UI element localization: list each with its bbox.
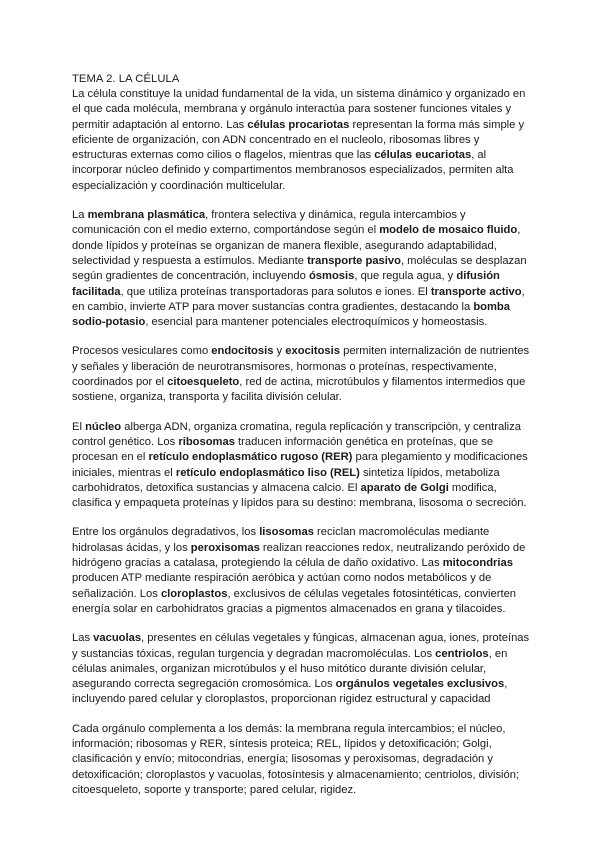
document-body	[72, 87, 530, 798]
bold-term: lisosomas	[259, 526, 314, 539]
text-run: La	[72, 209, 88, 222]
bold-term: difusión facilitada	[72, 270, 500, 298]
text-run: Cada orgánulo complementa a los demás: la membrana regula intercambios; el núcleo, información; ribosomas y RER, síntesis proteica; REL, lípidos y detoxificación; Golgi, clasificación y envío; mitocondrias, energía; lisosomas y peroxisomas, degradación y detoxificación; cloroplastos y vacuolas, fotosíntesis y almacenamiento; centriolos, división; citoesqueleto, soporte y transporte; pared celular, rigidez.	[72, 722, 520, 796]
text-run: traducen información genética en proteínas, que se procesan en el	[72, 435, 494, 464]
bold-term: citoesqueleto	[167, 376, 240, 389]
bold-term: retículo endoplasmático liso (REL)	[175, 466, 360, 479]
bold-term: endocitosis	[211, 345, 274, 358]
bold-term: células procariotas	[247, 118, 350, 131]
bold-term: aparato de Golgi	[360, 481, 449, 494]
bold-term: células eucariotas	[374, 149, 472, 162]
text-run: , en células animales, organizan microtúbulos y el huso mitótico durante división celular, asegurando correcta segregación cromosómica. Los	[72, 647, 508, 691]
text-run: El	[72, 420, 86, 433]
text-run: alberga ADN, organiza cromatina, regula replicación y transcripción, y centraliza control genético. Los	[72, 420, 521, 448]
text-run: , donde lípidos y proteínas se organizan de manera flexible, asegurando adaptabilidad, selectividad y respuesta a estímulos. Mediante	[72, 224, 521, 267]
bold-term: orgánulos vegetales exclusivos	[335, 678, 505, 691]
text-run: , frontera selectiva y dinámica, regula intercambios y comunicación con el medio externo, comportándose según el	[72, 209, 466, 237]
text-run: , red de actina, microtúbulos y filamentos intermedios que sostiene, organiza, transporta y facilita división celular.	[72, 376, 526, 404]
text-run: y	[273, 345, 286, 358]
bold-term: cloroplastos	[160, 587, 228, 600]
bold-term: retículo endoplasmático rugoso (RER)	[148, 451, 353, 464]
text-run: para plegamiento y modificaciones iniciales, mientras el	[72, 451, 528, 479]
text-run: representan la forma más simple y eficiente de organización, con ADN concentrado en el nucleolo, ribosomas libres y estructuras externas como cilios o flagelos, mientras que las	[72, 118, 525, 162]
paragraph-3	[72, 344, 530, 405]
text-run: , exclusivos de células vegetales fotosintéticas, convierten energía solar en carbohidratos gracias a pigmentos almacenados en grana y tilacoides.	[72, 587, 517, 615]
bold-term: bomba sodio-potasio	[72, 300, 510, 329]
bold-term: transporte activo	[430, 285, 522, 298]
bold-term: modelo de mosaico fluido	[379, 224, 518, 237]
text-run: reciclan macromoléculas mediante hidrolasas ácidas, y los	[72, 526, 490, 554]
text-run: , esencial para mantener potenciales electroquímicos y homeostasis.	[145, 316, 488, 329]
paragraph-7	[72, 722, 530, 798]
paragraph-5	[72, 525, 530, 617]
bold-term: peroxisomas	[190, 541, 260, 554]
text-run: La célula constituye la unidad fundamental de la vida, un sistema dinámico y organizado en el que cada molécula, membrana y orgánulo interactúa para sostener funciones vitales y permitir adaptación al entorno. Las	[72, 88, 526, 131]
bold-term: transporte pasivo	[307, 254, 401, 267]
text-run: permiten internalización de nutrientes y señales y liberación de neurotransmisores, hormonas o proteínas, respectivamente, coordinados por el	[72, 345, 530, 389]
text-run: , al incorporar núcleo definido y compartimentos membranosos especializados, permiten alta especialización y coordinación multicelular.	[72, 149, 514, 192]
text-run: , incluyendo pared celular y cloroplastos, proporcionan rigidez estructural y capacidad	[72, 678, 508, 706]
text-run: Entre los orgánulos degradativos, los	[72, 526, 260, 539]
bold-term: exocitosis	[285, 345, 340, 358]
paragraph-6	[72, 631, 530, 707]
text-run: , que utiliza proteínas transportadoras para solutos e iones. El	[120, 285, 431, 298]
bold-term: ribosomas	[178, 435, 235, 448]
text-run: sintetiza lípidos, metaboliza carbohidratos, detoxifica sustancias y almacena calcio. El	[72, 466, 500, 494]
text-run: , en cambio, invierte ATP para mover sustancias contra gradientes, destacando la	[72, 285, 525, 313]
text-run: Procesos vesiculares como	[72, 345, 212, 358]
bold-term: centriolos	[435, 647, 489, 660]
page-title: TEMA 2. LA CÉLULA	[72, 73, 180, 85]
text-run: Las	[72, 632, 94, 645]
bold-term: núcleo	[85, 420, 122, 433]
text-run: , moléculas se desplazan según gradientes de concentración, incluyendo	[72, 254, 527, 283]
text-run: modifica, clasifica y empaqueta proteínas y lípidos para su destino: membrana, lisosoma o secreción.	[72, 481, 527, 510]
bold-term: vacuolas	[93, 632, 142, 645]
bold-term: ósmosis	[308, 270, 355, 283]
bold-term: membrana plasmática	[87, 209, 206, 222]
text-run: realizan reacciones redox, neutralizando peróxido de hidrógeno gracias a catalasa, protegiendo la célula de daño oxidativo. Las	[72, 541, 526, 570]
paragraph-2	[72, 208, 530, 330]
text-run: , presentes en células vegetales y fúngicas, almacenan agua, iones, proteínas y sustancias tóxicas, regulan turgencia y degradan macromoléculas. Los	[72, 632, 530, 660]
paragraph-1	[72, 87, 530, 194]
text-run: , que regula agua, y	[354, 270, 457, 283]
bold-term: mitocondrias	[442, 557, 513, 570]
text-run: producen ATP mediante respiración aeróbica y actúan como nodos metabólicos y de señalización. Los	[72, 572, 492, 600]
paragraph-4	[72, 420, 530, 512]
